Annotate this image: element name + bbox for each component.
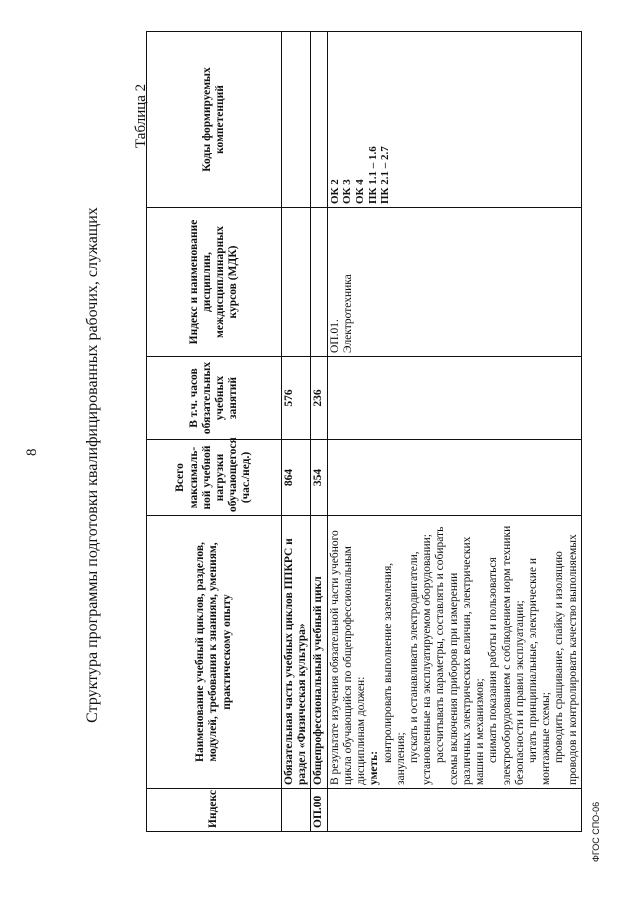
cell-op00-competencies (311, 32, 327, 208)
op01-intro: В результате изучения обязательной части учебного цикла обучающийся по общепрофессиональным дисциплинам должен: (328, 530, 368, 785)
op01-skill: снимать показания работы и пользоваться электрооборудованием с соблюдением норм техники безопасности и правил эксплуатации; (487, 525, 526, 785)
cell-op00-discipline (311, 208, 327, 357)
cell-op00-obligatory: 236 (311, 357, 327, 440)
page-number: 8 (24, 448, 40, 456)
cell-mandatory-competencies (282, 32, 311, 208)
op01-discipline-code: ОП.01. (328, 319, 341, 353)
cell-mandatory-obligatory: 576 (282, 357, 311, 440)
competency-code: ПК 2.1 – 2.7 (379, 146, 392, 204)
cell-op01-competencies (327, 32, 581, 208)
cell-op00-name: Общепрофессиональный учебный цикл (311, 516, 327, 789)
structure-table-container (146, 32, 584, 832)
cell-op00-index: ОП.00 (311, 789, 327, 832)
header-obligatory: В т.ч. часов обязательных учебных занятий (147, 357, 282, 440)
table-header-row (147, 32, 282, 832)
op01-skill: проводить сращивание, спайку и изоляцию проводов и контролировать качество выполняемых (553, 534, 579, 785)
op01-discipline-name: Электротехника (341, 274, 354, 353)
op01-can-label: уметь: (368, 750, 381, 785)
header-competencies: Коды формируемых компетенций (147, 32, 282, 208)
header-name: Наименование учебный циклов, разделов, модулей, требования к знаниям, умениям, практическому опыту (147, 516, 282, 789)
cell-mandatory-name: Обязательная часть учебных циклов ППКРС и раздел «Физическая культура» (282, 516, 311, 789)
cell-mandatory-discipline (282, 208, 311, 357)
op01-skill: пускать и останавливать электродвигатели, установленные на эксплуатируемом оборудовании; (407, 534, 434, 785)
footer-code: ФГОС СПО-06 (591, 801, 601, 862)
footer-code-wrap (591, 802, 601, 862)
cell-mandatory-index (282, 789, 311, 832)
header-index: Индекс (147, 789, 282, 832)
document-title: Структура программы подготовки квалифицированных рабочих, служащих (84, 207, 101, 723)
cell-op00-max: 354 (311, 440, 327, 516)
header-max-load: Всего максималь-ной учебной нагрузки обучающегося (час./нед.) (147, 440, 282, 516)
competency-code: ОК 2 (328, 179, 341, 204)
cell-op01-max (327, 440, 581, 516)
table-label: Таблица 2 (133, 83, 149, 148)
table-row-mandatory (282, 32, 311, 832)
header-discipline: Индекс и наименование дисциплин, междисциплинарных курсов (МДК) (147, 208, 282, 357)
cell-op01-content (327, 516, 581, 789)
document-title-wrap (84, 50, 102, 880)
competency-code: ПК 1.1 – 1.6 (366, 146, 379, 204)
page-number-wrap (24, 449, 41, 457)
cell-op01-obligatory (327, 357, 581, 440)
cell-mandatory-max: 864 (282, 440, 311, 516)
op01-skill: рассчитывать параметры, составлять и собирать схемы включения приборов при измерении различных электрических величин, электрических машин и механизмов; (434, 526, 487, 785)
competency-code: ОК 4 (353, 179, 366, 204)
table-row-op01 (327, 32, 581, 832)
cell-op01-index (327, 789, 581, 832)
structure-table (146, 31, 582, 832)
op01-skill: читать принципиальные, электрические и монтажные схемы; (526, 557, 553, 785)
op01-skill: контролировать выполнение заземления, зануления; (381, 562, 407, 785)
table-row-op00 (311, 32, 327, 832)
competency-code: ОК 3 (341, 179, 354, 204)
cell-op01-discipline (327, 208, 581, 357)
